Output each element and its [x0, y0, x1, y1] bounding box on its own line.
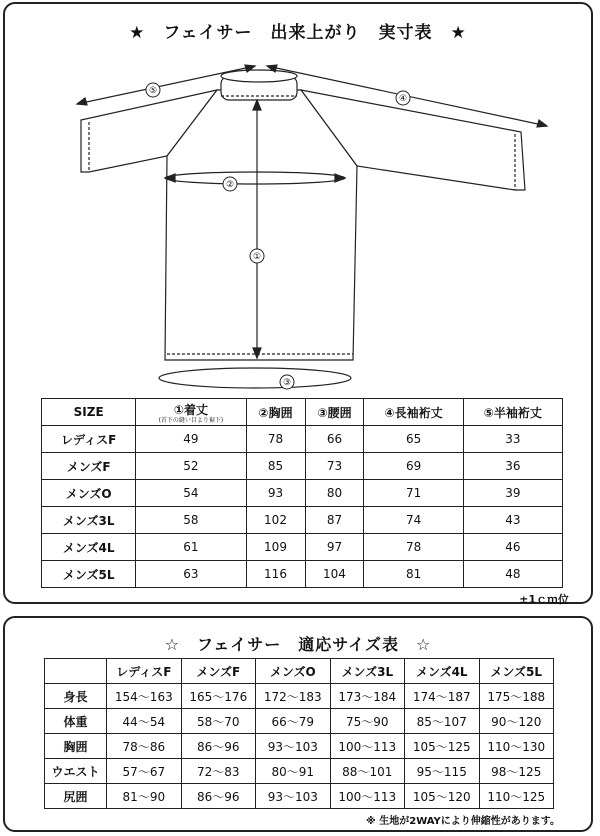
cell: 102 [246, 507, 305, 534]
cell: 54 [136, 480, 246, 507]
cell: 66～79 [256, 709, 330, 734]
cell: 44～54 [107, 709, 181, 734]
cell: 85 [246, 453, 305, 480]
cell: 43 [463, 507, 562, 534]
cell: 73 [305, 453, 364, 480]
cell: 95～115 [405, 759, 479, 784]
cell: 81～90 [107, 784, 181, 809]
measurement-header-row [42, 399, 563, 426]
cell: 173～184 [330, 684, 404, 709]
col-long-sleeve: ④長袖裄丈 [364, 399, 463, 426]
fit-col-mens-f: メンズF [181, 659, 255, 684]
cell: 39 [463, 480, 562, 507]
cell: 58～70 [181, 709, 255, 734]
cell: 71 [364, 480, 463, 507]
cell: 97 [305, 534, 364, 561]
cell: 90～120 [479, 709, 554, 734]
fit-row-label: 体重 [45, 709, 107, 734]
cell: 75～90 [330, 709, 404, 734]
table-row [45, 709, 554, 734]
cell: 104 [305, 561, 364, 588]
fit-row-label: 胸囲 [45, 734, 107, 759]
cell: 98～125 [479, 759, 554, 784]
cell: 48 [463, 561, 562, 588]
table-row [45, 784, 554, 809]
cell: 109 [246, 534, 305, 561]
cell: 110～125 [479, 784, 554, 809]
garment-diagram [5, 48, 591, 398]
table-row [45, 734, 554, 759]
cell: 49 [136, 426, 246, 453]
cell: 86～96 [181, 734, 255, 759]
cell: 46 [463, 534, 562, 561]
cell: 36 [463, 453, 562, 480]
col-hip: ③腰囲 [305, 399, 364, 426]
cell: 78～86 [107, 734, 181, 759]
cell: 61 [136, 534, 246, 561]
cell: 66 [305, 426, 364, 453]
size-label: メンズF [42, 453, 136, 480]
col-short-sleeve: ⑤半袖裄丈 [463, 399, 562, 426]
fit-col-ladies-f: レディスF [107, 659, 181, 684]
table-row [42, 534, 563, 561]
measurement-table [41, 398, 563, 588]
marker-5: ⑤ [148, 86, 158, 96]
col-length [136, 399, 246, 426]
cell: 74 [364, 507, 463, 534]
cell: 110～130 [479, 734, 554, 759]
marker-1: ① [252, 252, 262, 262]
cell: 52 [136, 453, 246, 480]
cell: 78 [364, 534, 463, 561]
cell: 72～83 [181, 759, 255, 784]
cell: 93～103 [256, 784, 330, 809]
cell: 33 [463, 426, 562, 453]
size-label: レディスF [42, 426, 136, 453]
cell: 105～125 [405, 734, 479, 759]
fit-col-mens-o: メンズO [256, 659, 330, 684]
table-row [42, 426, 563, 453]
size-label: メンズ5L [42, 561, 136, 588]
fit-header-row [45, 659, 554, 684]
measurement-title: ★ フェイサー 出来上がり 実寸表 ★ [129, 23, 467, 43]
cell: 65 [364, 426, 463, 453]
marker-3: ③ [282, 378, 292, 388]
table-row [45, 759, 554, 784]
table-row [45, 684, 554, 709]
measurement-panel [3, 2, 593, 604]
marker-4: ④ [398, 94, 408, 104]
col-size: SIZE [42, 399, 136, 426]
cell: 172～183 [256, 684, 330, 709]
fit-col-mens-5l: メンズ5L [479, 659, 554, 684]
marker-2: ② [225, 180, 235, 190]
garment-body [165, 90, 357, 360]
fit-col-mens-4l: メンズ4L [405, 659, 479, 684]
cell: 175～188 [479, 684, 554, 709]
cell: 100～113 [330, 784, 404, 809]
cell: 63 [136, 561, 246, 588]
size-label: メンズO [42, 480, 136, 507]
hip-ellipse [159, 368, 351, 388]
fit-size-table [44, 658, 554, 809]
cell: 88～101 [330, 759, 404, 784]
stretch-footnote: ※ 生地が2WAYにより伸縮性があります。 [366, 816, 560, 827]
col-chest: ②胸囲 [246, 399, 305, 426]
cell: 86～96 [181, 784, 255, 809]
cell: 87 [305, 507, 364, 534]
fit-col-blank [45, 659, 107, 684]
size-label: メンズ3L [42, 507, 136, 534]
col-length-label: ①着丈 [173, 402, 209, 417]
cell: 105～120 [405, 784, 479, 809]
col-length-note: (首下の縫い目より裾下) [158, 416, 224, 424]
fit-row-label: ウエスト [45, 759, 107, 784]
cell: 69 [364, 453, 463, 480]
table-row [42, 453, 563, 480]
cell: 93～103 [256, 734, 330, 759]
fit-row-label: 身長 [45, 684, 107, 709]
fit-row-label: 尻囲 [45, 784, 107, 809]
cell: 57～67 [107, 759, 181, 784]
cell: 80 [305, 480, 364, 507]
size-label: メンズ4L [42, 534, 136, 561]
cell: 116 [246, 561, 305, 588]
cell: 58 [136, 507, 246, 534]
cell: 93 [246, 480, 305, 507]
fit-col-mens-3l: メンズ3L [330, 659, 404, 684]
cell: 78 [246, 426, 305, 453]
table-row [42, 561, 563, 588]
unit-note: ±1ｃｍ位 [519, 593, 569, 606]
cell: 154～163 [107, 684, 181, 709]
cell: 174～187 [405, 684, 479, 709]
table-row [42, 480, 563, 507]
table-row [42, 507, 563, 534]
cell: 165～176 [181, 684, 255, 709]
cell: 100～113 [330, 734, 404, 759]
cell: 80～91 [256, 759, 330, 784]
cell: 85～107 [405, 709, 479, 734]
fit-size-title: ☆ フェイサー 適応サイズ表 ☆ [164, 635, 432, 654]
cell: 81 [364, 561, 463, 588]
